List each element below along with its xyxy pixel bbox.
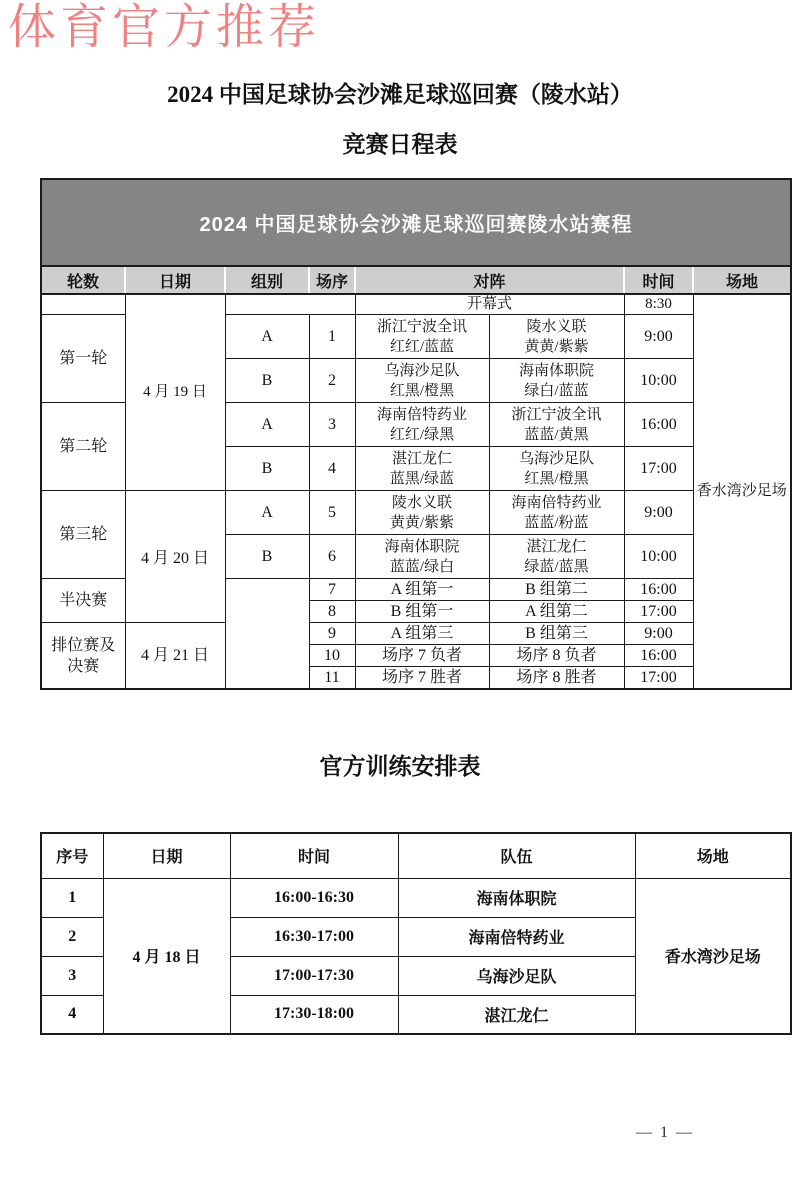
serial-cell: 3 — [41, 956, 103, 995]
training-time-cell: 16:00-16:30 — [230, 878, 398, 917]
time-cell: 9:00 — [624, 315, 693, 359]
match-row — [41, 491, 791, 535]
round-cell: 第二轮 — [41, 403, 125, 491]
group-cell: A — [225, 403, 309, 447]
col-header-time: 时间 — [624, 266, 693, 294]
round-cell-empty — [41, 294, 125, 315]
opening-ceremony-row — [41, 294, 791, 315]
training-team-cell: 海南倍特药业 — [398, 917, 635, 956]
serial-cell: 4 — [41, 995, 103, 1034]
home-team-colors: 蓝黑/绿蓝 — [389, 470, 455, 487]
home-team-cell — [355, 315, 489, 359]
away-team-cell: 场序 8 胜者 — [489, 667, 624, 690]
date-cell: 4 月 19 日 — [125, 294, 225, 491]
away-team-cell: A 组第二 — [489, 601, 624, 623]
training-row — [41, 878, 791, 917]
away-team-colors: 绿蓝/蓝黑 — [524, 558, 589, 575]
match-no-cell: 2 — [309, 359, 355, 403]
match-row — [41, 623, 791, 645]
round-cell: 半决赛 — [41, 579, 125, 623]
home-team-name: 湛江龙仁 — [391, 450, 452, 467]
away-team-cell — [489, 491, 624, 535]
schedule-banner-row — [41, 179, 791, 266]
training-table — [40, 832, 792, 1035]
col-header-date: 日期 — [125, 266, 225, 294]
training-time-cell: 17:00-17:30 — [230, 956, 398, 995]
watermark-text: 体育官方推荐 — [8, 1, 321, 54]
main-title: 2024 中国足球协会沙滩足球巡回赛（陵水站） — [167, 82, 633, 107]
col-header-date: 日期 — [103, 833, 230, 878]
col-header-round: 轮数 — [41, 266, 125, 294]
schedule-header-row — [41, 266, 791, 294]
home-team-colors: 红黑/橙黑 — [389, 382, 455, 399]
col-header-time: 时间 — [230, 833, 398, 878]
away-team-cell — [489, 359, 624, 403]
col-header-team: 队伍 — [398, 833, 635, 878]
home-team-cell: A 组第三 — [355, 623, 489, 645]
serial-cell: 1 — [41, 878, 103, 917]
home-team-cell: 场序 7 胜者 — [355, 667, 489, 690]
training-venue-cell: 香水湾沙足场 — [635, 878, 791, 1034]
away-team-name: 湛江龙仁 — [526, 538, 587, 555]
away-team-name: 海南体职院 — [518, 362, 594, 379]
home-team-name: 乌海沙足队 — [384, 362, 460, 379]
group-cell: B — [225, 535, 309, 579]
col-header-serial: 序号 — [41, 833, 103, 878]
away-team-colors: 绿白/蓝蓝 — [524, 382, 589, 399]
page-number: — 1 — — [636, 1124, 694, 1141]
away-team-cell: 场序 8 负者 — [489, 645, 624, 667]
group-cell-empty — [225, 579, 309, 690]
match-no-cell: 5 — [309, 491, 355, 535]
away-team-name: 浙江宁波全讯 — [511, 406, 602, 423]
home-team-name: 海南体职院 — [384, 538, 460, 555]
match-no-cell: 11 — [309, 667, 355, 690]
col-header-match-no: 场序 — [309, 266, 355, 294]
schedule-subtitle: 竞赛日程表 — [342, 132, 458, 157]
round-cell: 排位赛及 决赛 — [41, 623, 125, 690]
away-team-colors: 蓝蓝/黄黑 — [524, 426, 589, 443]
time-cell: 16:00 — [624, 403, 693, 447]
time-cell: 8:30 — [624, 294, 693, 315]
col-header-venue: 场地 — [693, 266, 791, 294]
match-no-cell: 7 — [309, 579, 355, 601]
away-team-colors: 红黑/橙黑 — [524, 470, 589, 487]
time-cell: 17:00 — [624, 447, 693, 491]
time-cell: 9:00 — [624, 623, 693, 645]
home-team-cell: B 组第一 — [355, 601, 489, 623]
time-cell: 17:00 — [624, 601, 693, 623]
away-team-cell: B 组第二 — [489, 579, 624, 601]
match-no-cell: 6 — [309, 535, 355, 579]
home-team-cell — [355, 491, 489, 535]
date-cell: 4 月 20 日 — [125, 491, 225, 623]
group-cell: B — [225, 447, 309, 491]
training-time-cell: 16:30-17:00 — [230, 917, 398, 956]
col-header-matchup: 对阵 — [355, 266, 624, 294]
time-cell: 16:00 — [624, 645, 693, 667]
match-no-cell: 10 — [309, 645, 355, 667]
training-header-row — [41, 833, 791, 878]
home-team-cell: 场序 7 负者 — [355, 645, 489, 667]
home-team-cell — [355, 535, 489, 579]
group-cell: B — [225, 359, 309, 403]
time-cell: 10:00 — [624, 359, 693, 403]
home-team-cell: A 组第一 — [355, 579, 489, 601]
home-team-cell — [355, 359, 489, 403]
home-team-colors: 黄黄/紫紫 — [389, 514, 455, 531]
away-team-colors: 黄黄/紫紫 — [524, 338, 589, 355]
home-team-colors: 红红/绿黑 — [389, 426, 455, 443]
home-team-name: 浙江宁波全讯 — [376, 318, 467, 335]
match-no-cell: 8 — [309, 601, 355, 623]
group-cell-empty — [225, 294, 355, 315]
time-cell: 16:00 — [624, 579, 693, 601]
away-team-cell — [489, 403, 624, 447]
training-team-cell: 乌海沙足队 — [398, 956, 635, 995]
opening-label: 开幕式 — [355, 294, 624, 315]
home-team-name: 海南倍特药业 — [376, 406, 467, 423]
home-team-cell — [355, 403, 489, 447]
training-team-cell: 海南体职院 — [398, 878, 635, 917]
match-no-cell: 9 — [309, 623, 355, 645]
training-date-cell: 4 月 18 日 — [103, 878, 230, 1034]
away-team-cell — [489, 447, 624, 491]
match-no-cell: 4 — [309, 447, 355, 491]
away-team-name: 乌海沙足队 — [518, 450, 594, 467]
away-team-cell: B 组第三 — [489, 623, 624, 645]
venue-cell: 香水湾沙足场 — [693, 294, 791, 689]
date-cell: 4 月 21 日 — [125, 623, 225, 690]
training-time-cell: 17:30-18:00 — [230, 995, 398, 1034]
match-no-cell: 1 — [309, 315, 355, 359]
away-team-colors: 蓝蓝/粉蓝 — [524, 514, 589, 531]
group-cell: A — [225, 491, 309, 535]
round-cell: 第一轮 — [41, 315, 125, 403]
away-team-name: 陵水义联 — [526, 318, 587, 335]
home-team-name: 陵水义联 — [391, 494, 452, 511]
home-team-cell — [355, 447, 489, 491]
away-team-cell — [489, 535, 624, 579]
group-cell: A — [225, 315, 309, 359]
col-header-venue: 场地 — [635, 833, 791, 878]
training-team-cell: 湛江龙仁 — [398, 995, 635, 1034]
time-cell: 17:00 — [624, 667, 693, 690]
col-header-group: 组别 — [225, 266, 309, 294]
home-team-colors: 蓝蓝/绿白 — [389, 558, 455, 575]
time-cell: 9:00 — [624, 491, 693, 535]
home-team-colors: 红红/蓝蓝 — [389, 338, 455, 355]
round-cell: 第三轮 — [41, 491, 125, 579]
time-cell: 10:00 — [624, 535, 693, 579]
match-no-cell: 3 — [309, 403, 355, 447]
training-title: 官方训练安排表 — [319, 754, 481, 779]
away-team-cell — [489, 315, 624, 359]
schedule-banner: 2024 中国足球协会沙滩足球巡回赛陵水站赛程 — [41, 179, 791, 266]
away-team-name: 海南倍特药业 — [511, 494, 602, 511]
serial-cell: 2 — [41, 917, 103, 956]
schedule-table — [40, 178, 792, 690]
